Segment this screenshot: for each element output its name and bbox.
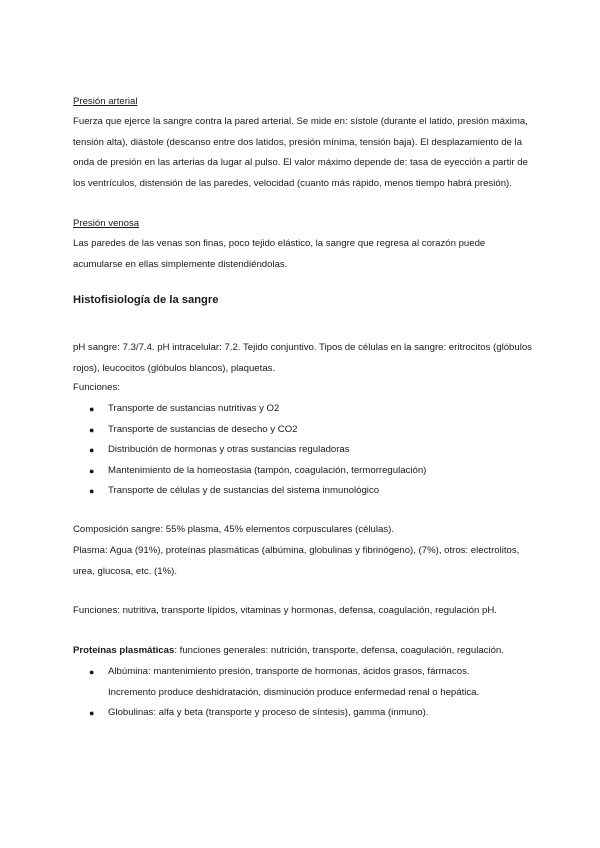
funciones-label: Funciones: [73,382,120,393]
presion-venosa-title: Presión venosa [73,218,140,229]
list-item: ● Transporte de sustancias nutritivas y O2 [73,399,543,420]
presion-venosa-body: Las paredes de las venas son finas, poco tejido elástico, la sangre que regresa al corazón puede acumularse en ellas simplemente distendiéndolas. [73,238,486,270]
composicion-text: Composición sangre: 55% plasma, 45% elementos corpusculares (células). [73,524,395,535]
list-item: ● Distribución de hormonas y otras sustancias reguladoras [73,440,543,461]
presion-arterial-body: Fuerza que ejerce la sangre contra la pared arterial. Se mide en: sístole (durante el latido, presión máxima, tensión alta), diástole (descanso entre dos latidos, presión mínima, tensión baja). El desplazamiento de la onda de presión en las arterias da lugar al pulso. El valor máximo depende de: tasa de eyección a partir de los ventrículos, distensión de las paredes, velocidad (cuanto más rápido, menos tiempo habrá presión). [73,116,528,189]
bullet-icon: ● [89,424,95,435]
bullet-icon: ● [89,486,95,496]
list-item: ● Globulinas: alfa y beta (transporte y proceso de síntesis), gamma (inmuno). [73,703,543,724]
bullet-icon: ● [89,708,95,718]
list-item: ● Transporte de células y de sustancias del sistema inmunológico [73,481,543,502]
proteinas-paragraph [73,641,553,662]
proteinas-text: : funciones generales: nutrición, transporte, defensa, coagulación, regulación. [174,645,504,656]
bullet-icon: ● [89,667,95,677]
list-item: ● Transporte de sustancias de desecho y CO2 [73,420,543,441]
histo-intro: pH sangre: 7.3/7.4. pH intracelular: 7.2. Tejido conjuntivo. Tipos de células en la sangre: eritrocitos (glóbulos rojos), leucocitos (glóbulos blancos), plaquetas. [73,342,532,374]
list-item: ● Albúmina: mantenimiento presión, transporte de hormonas, ácidos grasos, fármacos. Incremento produce deshidratación, disminución produce enfermedad renal o hepática. [73,662,543,703]
bullet-icon: ● [89,465,95,476]
presion-arterial-title: Presión arterial [73,96,138,107]
proteinas-label: Proteínas plasmáticas [73,645,175,656]
funciones-list [73,399,543,502]
list-item: ● Mantenimiento de la homeostasia (tampón, coagulación, termorregulación) [73,461,543,482]
proteinas-list [73,662,543,724]
bullet-icon: ● [89,404,95,414]
section-heading: Histofisiología de la sangre [73,294,219,306]
funciones-plasma-text: Funciones: nutritiva, transporte lípidos, vitaminas y hormonas, defensa, coagulación, regulación pH. [73,605,497,616]
plasma-text: Plasma: Agua (91%), proteínas plasmáticas (albúmina, globulinas y fibrinógeno), (7%), otros: electrolitos, urea, glucosa, etc. (1%). [73,545,520,577]
bullet-icon: ● [89,445,95,455]
